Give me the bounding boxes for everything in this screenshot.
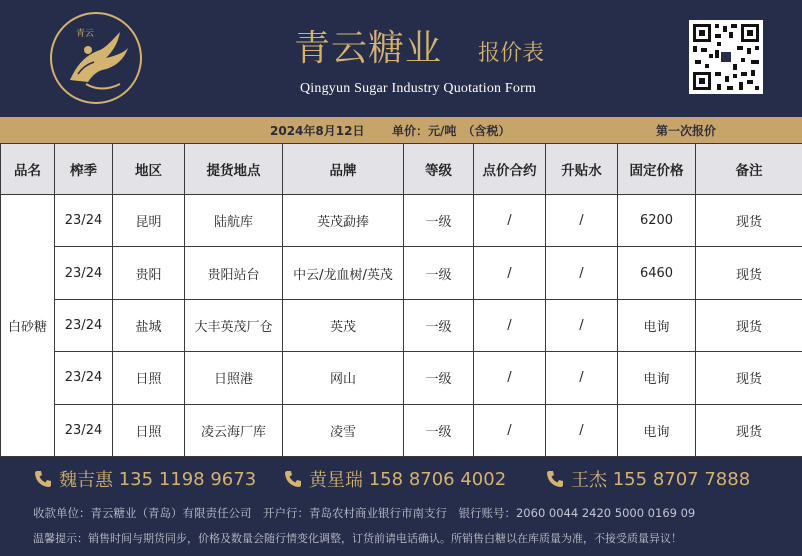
region-cell: 盐城 xyxy=(113,299,185,351)
contact-name: 王杰 xyxy=(571,470,607,491)
contact-3 xyxy=(545,466,750,492)
brand-cell: 英茂 xyxy=(283,299,404,351)
product-cell: 白砂糖 xyxy=(1,195,55,457)
brand-cell: 英茂勐捧 xyxy=(283,195,404,247)
region-cell: 贵阳 xyxy=(113,247,185,299)
header-product: 品名 xyxy=(1,144,55,195)
note-cell: 现货 xyxy=(696,404,802,456)
grade-cell: 一级 xyxy=(404,352,474,404)
grade-cell: 一级 xyxy=(404,299,474,351)
price-unit: 单价：元/吨 （含税） xyxy=(392,124,511,138)
table-row xyxy=(1,352,802,404)
premium-cell: / xyxy=(546,299,618,351)
bank-info: 收款单位：青云糖业（青岛）有限责任公司 开户行：青岛农村商业银行市南支行 银行账号：2060 0044 2420 5000 0169 09 xyxy=(33,506,696,520)
season-cell: 23/24 xyxy=(55,352,113,404)
region-cell: 昆明 xyxy=(113,195,185,247)
title-suffix: 报价表 xyxy=(478,41,545,66)
phone-icon xyxy=(283,469,303,489)
phone-icon xyxy=(545,469,565,489)
contract-cell: / xyxy=(474,352,546,404)
english-title: Qingyun Sugar Industry Quotation Form xyxy=(300,81,537,96)
header-region: 地区 xyxy=(113,144,185,195)
contract-cell: / xyxy=(474,247,546,299)
footer xyxy=(0,457,802,556)
location-cell: 贵阳站台 xyxy=(185,247,283,299)
phone-icon xyxy=(33,469,53,489)
company-title: 青云糖业 xyxy=(294,28,443,69)
header xyxy=(0,0,802,117)
contract-cell: / xyxy=(474,299,546,351)
note-cell: 现货 xyxy=(696,299,802,351)
header-contract: 点价合约 xyxy=(474,144,546,195)
note-cell: 现货 xyxy=(696,247,802,299)
price-cell: 电询 xyxy=(618,299,696,351)
header-note: 备注 xyxy=(696,144,802,195)
contact-phone[interactable]: 158 8706 4002 xyxy=(368,468,507,490)
premium-cell: / xyxy=(546,404,618,456)
premium-cell: / xyxy=(546,352,618,404)
phoenix-logo-icon xyxy=(48,10,144,106)
grade-cell: 一级 xyxy=(404,247,474,299)
table-row xyxy=(1,404,802,456)
header-season: 榨季 xyxy=(55,144,113,195)
contact-2 xyxy=(283,466,506,492)
contract-cell: / xyxy=(474,195,546,247)
header-location: 提货地点 xyxy=(185,144,283,195)
premium-cell: / xyxy=(546,195,618,247)
price-cell: 6200 xyxy=(618,195,696,247)
table-row xyxy=(1,195,802,247)
contract-cell: / xyxy=(474,404,546,456)
contact-phone[interactable]: 155 8707 7888 xyxy=(612,468,751,490)
contact-name: 黄星瑞 xyxy=(309,470,363,491)
quote-round: 第一次报价 xyxy=(656,124,717,138)
season-cell: 23/24 xyxy=(55,299,113,351)
quote-date: 2024年8月12日 xyxy=(270,124,365,138)
qr-code-icon xyxy=(689,20,763,94)
header-grade: 等级 xyxy=(404,144,474,195)
location-cell: 日照港 xyxy=(185,352,283,404)
header-brand: 品牌 xyxy=(283,144,404,195)
note-cell: 现货 xyxy=(696,195,802,247)
region-cell: 日照 xyxy=(113,404,185,456)
contact-1 xyxy=(33,466,256,492)
price-cell: 电询 xyxy=(618,404,696,456)
location-cell: 凌云海厂库 xyxy=(185,404,283,456)
location-cell: 陆航库 xyxy=(185,195,283,247)
grade-cell: 一级 xyxy=(404,195,474,247)
season-cell: 23/24 xyxy=(55,247,113,299)
contact-name: 魏吉惠 xyxy=(59,470,113,491)
premium-cell: / xyxy=(546,247,618,299)
season-cell: 23/24 xyxy=(55,404,113,456)
quotation-table xyxy=(0,143,802,457)
brand-cell: 网山 xyxy=(283,352,404,404)
svg-text:青云: 青云 xyxy=(76,29,95,39)
header-price: 固定价格 xyxy=(618,144,696,195)
header-premium: 升贴水 xyxy=(546,144,618,195)
brand-cell: 中云/龙血树/英茂 xyxy=(283,247,404,299)
location-cell: 大丰英茂厂仓 xyxy=(185,299,283,351)
table-row xyxy=(1,299,802,351)
table-header-row xyxy=(1,144,802,195)
season-cell: 23/24 xyxy=(55,195,113,247)
region-cell: 日照 xyxy=(113,352,185,404)
price-cell: 电询 xyxy=(618,352,696,404)
price-cell: 6460 xyxy=(618,247,696,299)
note-cell: 现货 xyxy=(696,352,802,404)
contact-phone[interactable]: 135 1198 9673 xyxy=(118,468,257,490)
tips: 温馨提示：销售时间与期货同步，价格及数量会随行情变化调整，订货前请电话确认。所销售白糖以在库质量为准，不接受质量异议！ xyxy=(33,532,682,545)
info-bar xyxy=(0,117,802,143)
grade-cell: 一级 xyxy=(404,404,474,456)
brand-cell: 凌雪 xyxy=(283,404,404,456)
table-row xyxy=(1,247,802,299)
